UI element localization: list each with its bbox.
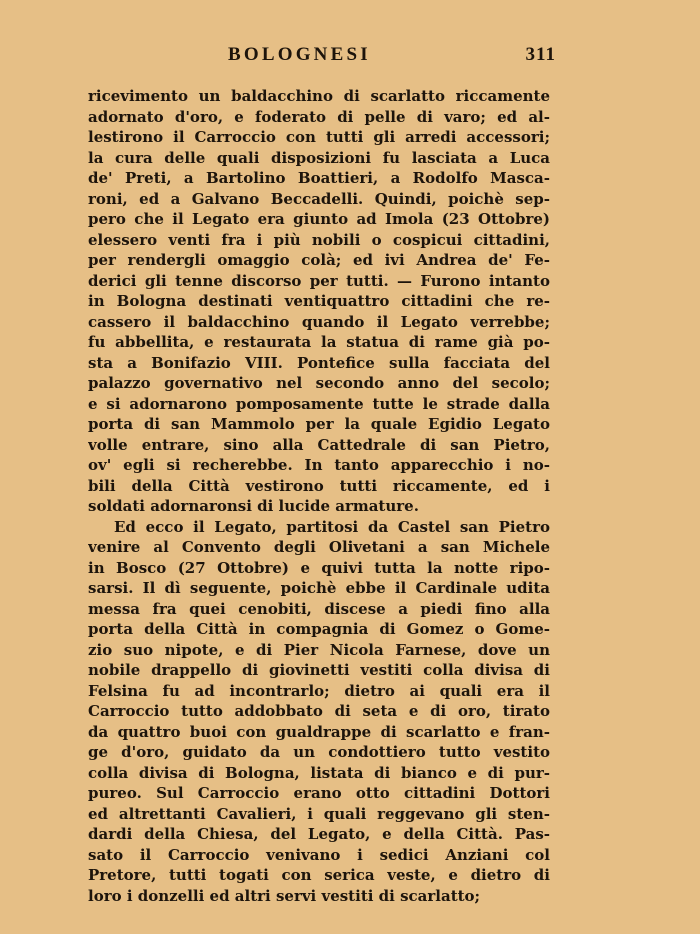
text-line: la cura delle quali disposizioni fu lasciata a Luca [88,148,550,167]
text-line: volle entrare, sino alla Cattedrale di san Pietro, [88,435,550,454]
text-line: ricevimento un baldacchino di scarlatto riccamente [88,87,550,105]
text-line: bili della Città vestirono tutti riccamente, ed i [88,476,550,495]
text-line: Felsina fu ad incontrarlo; dietro ai quali era il [88,681,550,700]
text-line: venire al Convento degli Olivetani a san Michele [88,538,550,556]
text-line: loro i donzelli ed altri servi vestiti di scarlatto; [88,886,481,905]
text-line: fu abbellita, e restaurata la statua di rame già po- [88,333,550,351]
text-line: pero che il Legato era giunto ad Imola (23 Ottobre) [88,210,550,228]
body-text [88,86,550,906]
text-line: dardi della Chiesa, del Legato, e della Città. Pas- [88,825,550,843]
text-line: soldati adornaronsi di lucide armature. [88,497,419,515]
text-line: cassero il baldacchino quando il Legato verrebbe; [88,312,550,331]
text-line: elessero venti fra i più nobili o cospicui cittadini, [88,230,550,249]
text-line: colla divisa di Bologna, listata di bianco e di pur- [88,763,550,782]
text-line: Ed ecco il Legato, partitosi da Castel san Pietro [114,517,550,536]
page-number: 311 [525,44,556,65]
text-line: in Bosco (27 Ottobre) e quivi tutta la notte ripo- [88,558,550,577]
text-line: sta a Bonifazio VIII. Pontefice sulla facciata del [88,353,550,372]
text-line: ge d'oro, guidato da un condottiero tutto vestito [88,743,550,761]
text-line: ov' egli si recherebbe. In tanto apparecchio i no- [88,456,550,474]
text-line: sato il Carroccio venivano i sedici Anziani col [88,845,550,864]
text-line: per rendergli omaggio colà; ed ivi Andrea de' Fe- [88,251,550,269]
running-title: BOLOGNESI [228,44,371,65]
text-line: zio suo nipote, e di Pier Nicola Farnese, dove un [88,640,550,659]
text-line: lestirono il Carroccio con tutti gli arredi accessori; [88,128,550,146]
text-line: in Bologna destinati ventiquattro cittadini che re- [88,292,550,310]
text-line: e si adornarono pomposamente tutte le strade dalla [88,394,550,413]
text-line: da quattro buoi con gualdrappe di scarlatto e fran- [88,722,550,741]
text-line: palazzo governativo nel secondo anno del secolo; [88,374,550,392]
text-line: messa fra quei cenobiti, discese a piedi fino alla [88,599,550,618]
text-line: porta di san Mammolo per la quale Egidio Legato [88,415,550,433]
text-line: adornato d'oro, e foderato di pelle di varo; ed al- [88,107,550,126]
text-line: de' Preti, a Bartolino Boattieri, a Rodolfo Masca- [88,169,550,187]
text-line: ed altrettanti Cavalieri, i quali reggevano gli sten- [88,804,550,823]
text-line: pureo. Sul Carroccio erano otto cittadini Dottori [88,784,550,802]
running-head [88,44,556,74]
text-line: nobile drappello di giovinetti vestiti colla divisa di [88,661,550,679]
text-line: roni, ed a Galvano Beccadelli. Quindi, poichè sep- [88,189,550,208]
text-line: Pretore, tutti togati con serica veste, e dietro di [88,866,550,884]
text-line: porta della Città in compagnia di Gomez o Gome- [88,620,550,638]
text-line: sarsi. Il dì seguente, poichè ebbe il Cardinale udita [88,579,550,597]
text-line: derici gli tenne discorso per tutti. — Furono intanto [88,271,550,290]
text-line: Carroccio tutto addobbato di seta e di oro, tirato [88,702,550,720]
